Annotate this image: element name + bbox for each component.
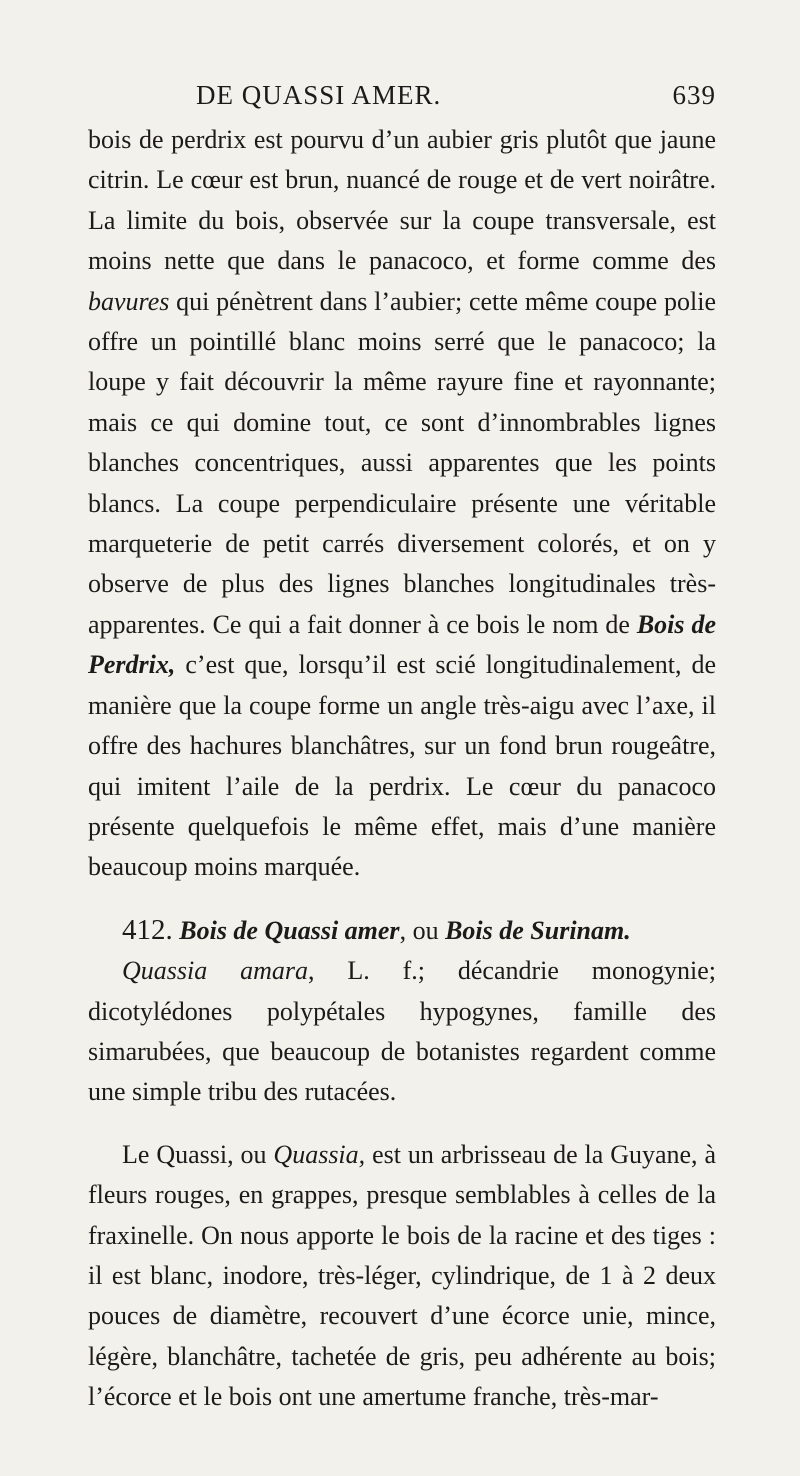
text-run: est un arbrisseau de la Guyane, à fleurs rouges, en grappes, presque semblables à celles de la fraxinelle. On nous apporte le bois de la racine et des tiges : il est blanc, inodore, très-léger, cylindrique, de 1 à 2 deux pouces de diamètre, recouvert d’une écorce unie, mince, légère, blanchâtre, tachetée de gris, peu adhérente au bois; l’écorce et le bois ont une amertume franche, très-mar- (88, 1139, 716, 1412)
text-run: c’est que, lorsqu’il est scié longitudinalement, de manière que la coupe forme un angle très-aigu avec l’axe, il offre des hachures blanchâtres, sur un fond brun rougeâtre, qui imitent l’aile de la perdrix. Le cœur du panacoco présente quelquefois le même effet, mais d’une manière beaucoup moins marquée. (88, 650, 716, 882)
text-run: , L. f.; décandrie monogynie; dicotylédones polypétales hypogynes, famille des simarubées, que beaucoup de botanistes regardent comme une simple tribu des rutacées. (88, 956, 716, 1107)
text-run: Le Quassi, ou (122, 1139, 274, 1169)
section-title: Bois de Quassi amer (179, 915, 400, 945)
italic-term: Quassia, (273, 1139, 366, 1169)
section-title-separator: , ou (399, 915, 446, 945)
italic-term: bavures (88, 286, 170, 316)
species-name: Quassia amara (122, 956, 308, 986)
section-number: 412. (122, 913, 173, 946)
section-title-alt: Bois de Surinam. (445, 915, 631, 945)
italic-term: Bois de Perdrix, (88, 609, 717, 680)
page-number: 639 (672, 80, 716, 110)
paragraph-description (88, 1135, 716, 1418)
page-body (88, 120, 716, 1418)
section-heading (88, 910, 716, 951)
paragraph-bois-de-perdrix (88, 120, 716, 888)
running-title: DE QUASSI AMER. (196, 80, 442, 110)
text-run: qui pénètrent dans l’aubier; cette même coupe polie offre un pointillé blanc moins serré que le panacoco; la loupe y fait découvrir la même rayure fine et rayonnante; mais ce qui domine tout, ce sont d’innombrables lignes blanches concentriques, aussi apparentes que les points blancs. La coupe perpendiculaire présente une véritable marqueterie de petit carrés diversement colorés, et on y observe de plus des lignes blanches longitudinales très-apparentes. Ce qui a fait donner à ce bois le nom de (88, 286, 716, 639)
text-run: bois de perdrix est pourvu d’un aubier gris plutôt que jaune citrin. Le cœur est brun, nuancé de rouge et de vert noirâtre. La limite du bois, observée sur la coupe transversale, est moins nette que dans le panacoco, et forme comme des (88, 125, 716, 276)
paragraph-classification (88, 951, 716, 1113)
